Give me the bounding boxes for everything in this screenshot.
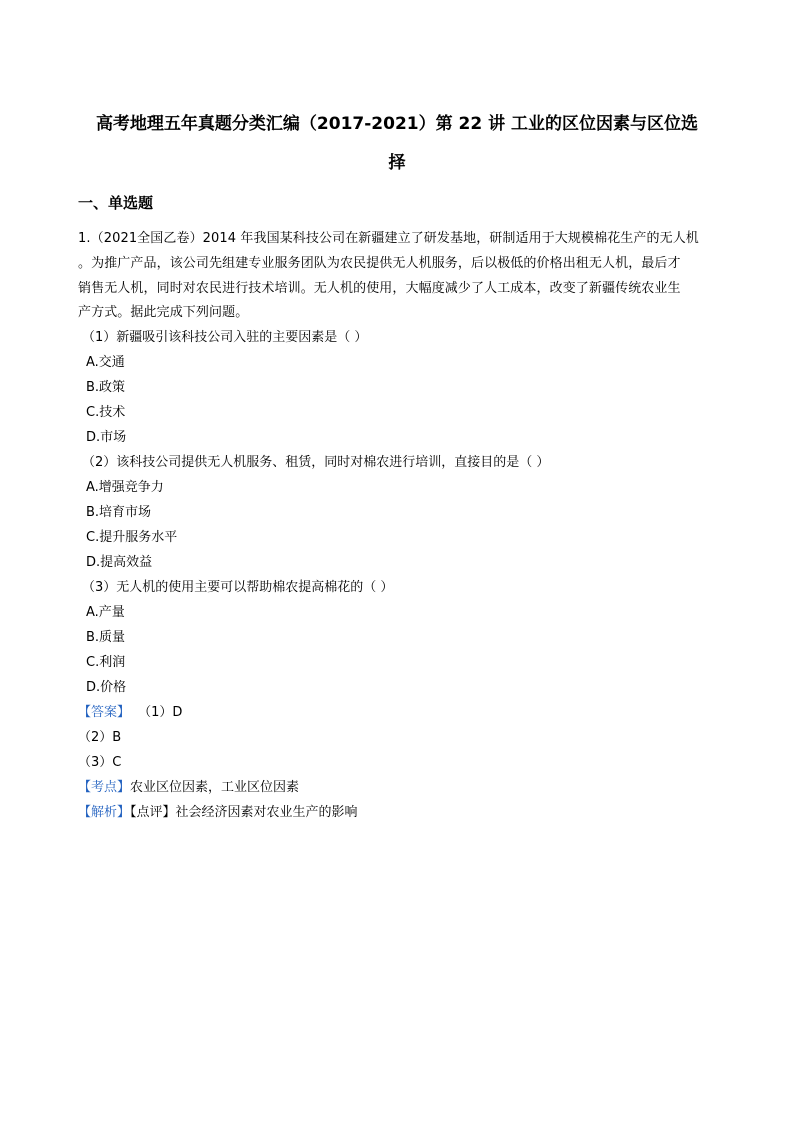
question-stem-line: 产方式。据此完成下列问题。 — [78, 305, 249, 320]
answer-line3: （3）C — [78, 755, 122, 770]
option-1b: B.政策 — [86, 380, 126, 395]
option-2d: D.提高效益 — [86, 555, 153, 570]
option-3c: C.利润 — [86, 655, 126, 670]
sub-question-1: （1）新疆吸引该科技公司入驻的主要因素是（ ） — [82, 330, 368, 345]
answer-line1: （1）D — [138, 705, 183, 720]
jiexi-label: 【解析】 — [78, 805, 131, 820]
answer-row — [78, 705, 182, 721]
answer-line2: （2）B — [78, 730, 122, 745]
kaodian-row — [78, 780, 299, 796]
kaodian-text: 农业区位因素，工业区位因素 — [130, 780, 300, 795]
document-title-line1: 高考地理五年真题分类汇编（2017-2021）第 22 讲 工业的区位因素与区位选 — [95, 114, 699, 134]
section-heading: 一、单选题 — [78, 194, 154, 212]
option-3a: A.产量 — [86, 605, 125, 620]
jiexi-text: 社会经济因素对农业生产的影响 — [175, 805, 358, 820]
option-1d: D.市场 — [86, 430, 127, 445]
option-1a: A.交通 — [86, 355, 125, 370]
sub-question-2: （2）该科技公司提供无人机服务、租赁，同时对棉农进行培训，直接目的是（ ） — [82, 455, 550, 470]
question-stem-line: 1.（2021全国乙卷）2014 年我国某科技公司在新疆建立了研发基地，研制适用于大规模棉花生产的无人机 — [78, 231, 699, 246]
answer-label: 【答案】 — [78, 705, 131, 720]
sub-question-3: （3）无人机的使用主要可以帮助棉农提高棉花的（ ） — [82, 580, 394, 595]
dianping-label: 【点评】 — [130, 805, 176, 820]
jiexi-row — [78, 805, 358, 821]
option-1c: C.技术 — [86, 405, 126, 420]
question-stem-line: 销售无人机，同时对农民进行技术培训。无人机的使用，大幅度减少了人工成本，改变了新疆传统农业生 — [78, 281, 681, 296]
option-2c: C.提升服务水平 — [86, 530, 178, 545]
option-3d: D.价格 — [86, 680, 127, 695]
kaodian-label: 【考点】 — [78, 780, 131, 795]
document-title-line2: 择 — [388, 153, 406, 173]
question-stem-line: 。为推广产品，该公司先组建专业服务团队为农民提供无人机服务，后以极低的价格出租无人机，最后才 — [78, 256, 681, 271]
option-2a: A.增强竞争力 — [86, 480, 164, 495]
option-2b: B.培育市场 — [86, 505, 152, 520]
option-3b: B.质量 — [86, 630, 126, 645]
